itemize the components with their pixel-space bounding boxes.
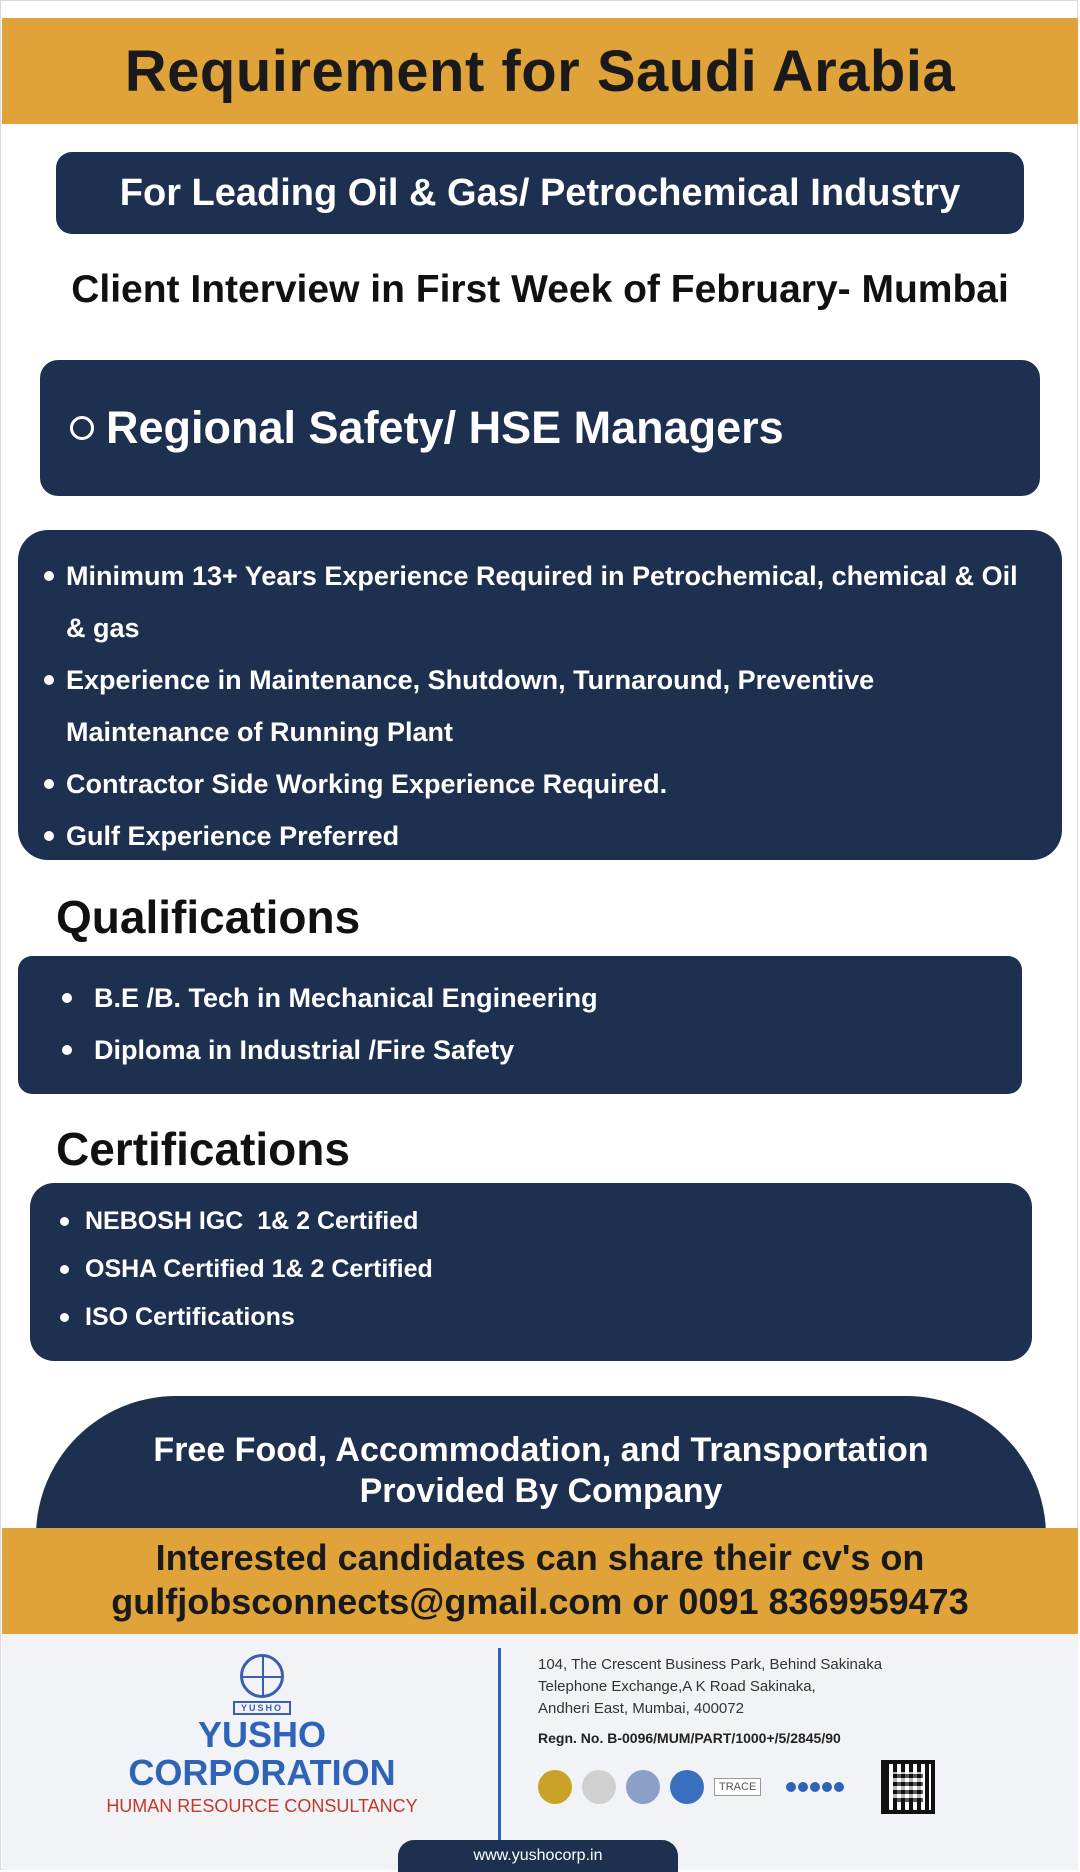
- qualifications-heading: Qualifications: [56, 891, 361, 943]
- bullet-icon: [44, 571, 54, 581]
- trace-badge: TRACE: [714, 1778, 761, 1796]
- top-banner: [2, 18, 1078, 124]
- role-box: [40, 360, 1040, 496]
- requirement-item: [44, 810, 1042, 862]
- instagram-icon[interactable]: [786, 1782, 796, 1792]
- apply-contact[interactable]: gulfjobsconnects@gmail.com or 0091 8369959473: [111, 1581, 969, 1622]
- requirement-text: Contractor Side Working Experience Required.: [66, 769, 668, 799]
- company-name-line-1: YUSHO: [197, 1714, 327, 1755]
- role-title: Regional Safety/ HSE Managers: [106, 402, 784, 453]
- benefits-line-2: Provided By Company: [359, 1472, 723, 1510]
- certifications-heading: Certifications: [56, 1123, 350, 1175]
- bullet-icon: [60, 1313, 69, 1322]
- globe-icon: [240, 1654, 284, 1698]
- twitter-icon[interactable]: [810, 1782, 820, 1792]
- certification-badge-icon: [582, 1770, 616, 1804]
- social-links: [785, 1781, 845, 1793]
- bullet-icon: [60, 1217, 69, 1226]
- interview-notice: Client Interview in First Week of February- Mumbai: [71, 268, 1009, 311]
- qualifications-box: [18, 956, 1022, 1094]
- qr-code-icon[interactable]: [881, 1760, 935, 1814]
- certification-item: [60, 1293, 1032, 1341]
- bullet-icon: [44, 779, 54, 789]
- website-link[interactable]: www.yushocorp.in: [398, 1840, 678, 1872]
- apply-banner: [2, 1528, 1078, 1634]
- certification-item: [60, 1197, 1032, 1245]
- bullet-icon: [44, 831, 54, 841]
- company-address: [538, 1654, 1038, 1720]
- benefits-box: [36, 1396, 1046, 1536]
- registration-number: Regn. No. B-0096/MUM/PART/1000+/5/2845/90: [538, 1730, 841, 1746]
- accreditation-badges: [538, 1760, 935, 1814]
- association-badge-icon: [626, 1770, 660, 1804]
- requirement-item: [44, 654, 1042, 758]
- years-badge-icon: [538, 1770, 572, 1804]
- footer: [2, 1634, 1078, 1870]
- apply-line-1: Interested candidates can share their cv's on: [155, 1537, 925, 1578]
- industry-pill: For Leading Oil & Gas/ Petrochemical Industry: [56, 152, 1024, 234]
- bullet-icon: [62, 993, 72, 1003]
- certifications-box: [30, 1183, 1032, 1361]
- circle-bullet-icon: [70, 416, 94, 440]
- page-title: Requirement for Saudi Arabia: [124, 38, 956, 104]
- qualification-item: [62, 972, 1022, 1024]
- address-line: Andheri East, Mumbai, 400072: [538, 1700, 744, 1717]
- qualification-item: [62, 1024, 1022, 1076]
- bullet-icon: [44, 675, 54, 685]
- certification-text: OSHA Certified 1& 2 Certified: [85, 1255, 433, 1283]
- certification-text: ISO Certifications: [85, 1303, 295, 1331]
- qualification-text: B.E /B. Tech in Mechanical Engineering: [94, 983, 598, 1013]
- linkedin-icon[interactable]: [834, 1782, 844, 1792]
- bullet-icon: [60, 1265, 69, 1274]
- benefits-line-1: Free Food, Accommodation, and Transportation: [153, 1431, 929, 1469]
- address-line: 104, The Crescent Business Park, Behind Sakinaka: [538, 1656, 883, 1673]
- youtube-icon[interactable]: [822, 1782, 832, 1792]
- requirements-box: [18, 530, 1062, 860]
- footer-divider: [498, 1648, 501, 1848]
- certification-text: NEBOSH IGC 1& 2 Certified: [85, 1207, 419, 1235]
- bullet-icon: [62, 1045, 72, 1055]
- facebook-icon[interactable]: [798, 1782, 808, 1792]
- requirement-item: [44, 550, 1042, 654]
- company-subtitle: HUMAN RESOURCE CONSULTANCY: [106, 1796, 418, 1816]
- requirement-text: Experience in Maintenance, Shutdown, Turnaround, Preventive Maintenance of Running Plant: [66, 665, 875, 747]
- requirement-text: Gulf Experience Preferred: [66, 821, 400, 851]
- company-logo: [82, 1654, 442, 1817]
- certification-item: [60, 1245, 1032, 1293]
- address-line: Telephone Exchange,A K Road Sakinaka,: [538, 1678, 816, 1695]
- logo-tag: YUSHO: [233, 1701, 291, 1715]
- qualification-text: Diploma in Industrial /Fire Safety: [94, 1035, 515, 1065]
- company-name-line-2: CORPORATION: [128, 1752, 396, 1793]
- requirement-text: Minimum 13+ Years Experience Required in Petrochemical, chemical & Oil & gas: [66, 561, 1018, 643]
- requirement-item: [44, 758, 1042, 810]
- iso-badge-icon: [670, 1770, 704, 1804]
